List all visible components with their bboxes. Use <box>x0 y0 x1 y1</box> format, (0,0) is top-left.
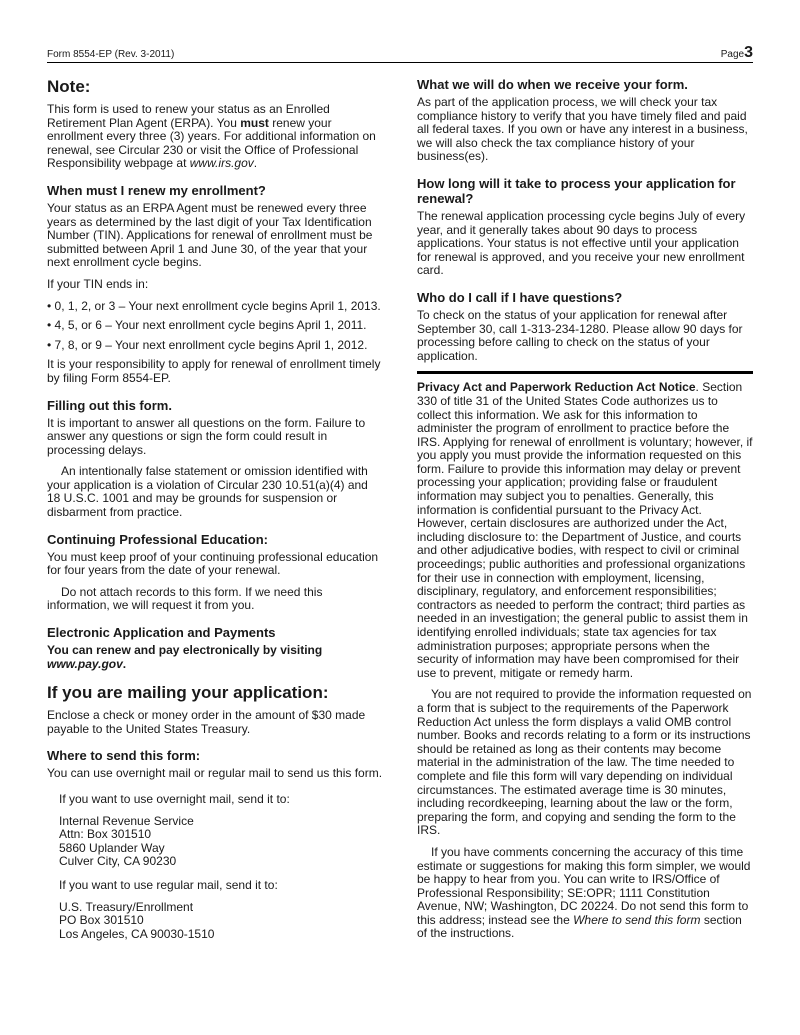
who-paragraph: To check on the status of your application for renewal after September 30, call 1-313-234-1280. Please allow 90 days for processing before calling to check on the status of your application. <box>417 307 743 363</box>
overnight-address <box>47 815 383 869</box>
address-line: Los Angeles, CA 90030-1510 <box>59 926 215 941</box>
pay-gov-link[interactable]: www.pay.gov <box>47 656 123 671</box>
when-paragraph-3: It is your responsibility to apply for renewal of enrollment timely by filing Form 8554-EP. <box>47 357 381 385</box>
privacy-paragraph-3 <box>417 846 753 941</box>
content-columns <box>47 77 753 951</box>
privacy-text-1: . Section 330 of title 31 of the United States Code authorizes us to collect this information. We ask for this information to administer the program of enrollment to practice before the IRS. Applying for renewal of enrollment is voluntary; however, if you apply you must provide the information requested on this form. Failure to provide this information may delay or prevent processing your application; providing false or fraudulent information may subject you to penalties. Generally, this information is confidential pursuant to the Privacy Act. However, certain disclosures are authorized under the Act, including disclosure to: the Department of Justice, and courts and other adjudicative bodies, with respect to civil or criminal proceedings; public authorities and professional organizations for their use in connection with employment, licensing, disciplinary, regulatory, and enforcement responsibilities; contractors as needed to perform the contract; third parties as needed in an investigation; the general public to assist them in identifying enrolled individuals; state tax agencies for tax administration purposes; appropriate persons when the security of information may have been compromised for their use to prevent, mitigate or remedy harm. <box>417 380 753 680</box>
page-number: 3 <box>744 44 753 61</box>
who-heading: Who do I call if I have questions? <box>417 289 623 305</box>
regular-intro: If you want to use regular mail, send it to: <box>59 877 278 892</box>
note-text-1: This form is used to renew your status as an Enrolled Retirement Plan Agent (ERPA). You <box>47 102 330 130</box>
right-column <box>417 77 753 951</box>
where-paragraph: You can use overnight mail or regular mail to send us this form. <box>47 766 383 781</box>
page-header <box>47 46 753 63</box>
page-label: Page <box>720 49 745 60</box>
regular-address <box>47 901 383 942</box>
privacy-paragraph-2: You are not required to provide the information requested on a form that is subject to the requirements of the Paperwork Reduction Act unless the form displays a valid OMB control number. Books and records relating to a form or its instructions should be retained as long as their contents may become material in the administration of the law. The time needed to complete and file this form will vary depending on individual circumstances. The estimated average time is 30 minutes, including recordkeeping, learning about the law or the form, preparing the form, and copying and sending the form to the IRS. <box>417 687 752 838</box>
privacy-paragraph-1 <box>417 381 753 680</box>
address-line: PO Box 301510 <box>59 913 144 928</box>
tin-cycle-list <box>47 300 383 353</box>
when-paragraph-2: If your TIN ends in: <box>47 276 149 291</box>
cpe-paragraph-1: You must keep proof of your continuing professional education for four years from the date of your renewal. <box>47 549 379 578</box>
note-heading: Note: <box>47 77 91 96</box>
where-to-send-reference: Where to send this form <box>573 912 701 927</box>
section-divider <box>417 371 753 374</box>
address-line: Culver City, CA 90230 <box>59 854 177 869</box>
where-heading: Where to send this form: <box>47 748 201 764</box>
list-item: • 0, 1, 2, or 3 – Your next enrollment cycle begins April 1, 2013. <box>47 298 381 313</box>
howlong-paragraph: The renewal application processing cycle begins July of every year, and it generally takes about 90 days to process applications. Your status is not effective until your application for renewal is approved, and you receive your new enrollment card. <box>417 208 746 278</box>
list-item: • 4, 5, or 6 – Your next enrollment cycle begins April 1, 2011. <box>47 318 367 333</box>
when-paragraph-1: Your status as an ERPA Agent must be renewed every three years as determined by the last digit of your Tax Identification Number (TIN). Applications for renewal of enrollment must be submitted between April 1 and June 30, of the year that your next enrollment cycle begins. <box>47 200 373 270</box>
note-text-end: . <box>253 156 258 171</box>
privacy-text-3: If you have comments concerning the accuracy of this time estimate or suggestions for making this form simpler, we would be happy to hear from you. You can write to IRS/Office of Professional Responsibility; SE:OPR; 1111 Constitution Avenue, NW; Washington, DC 20224. Do not send this form to this address; instead see the <box>417 844 751 927</box>
filling-paragraph-1: It is important to answer all questions on the form. Failure to answer any questions or sign the form could result in processing delays. <box>47 415 366 457</box>
note-paragraph <box>47 103 383 171</box>
privacy-text-3-end: section of the instructions. <box>417 912 742 941</box>
when-heading: When must I renew my enrollment? <box>47 182 266 198</box>
address-line: 5860 Uplander Way <box>59 840 165 855</box>
privacy-title: Privacy Act and Paperwork Reduction Act Notice <box>417 380 696 395</box>
what-paragraph: As part of the application process, we will check your tax compliance history to verify that you have timely filed and paid all federal taxes. If you own or have any interest in a business, we will also check the tax compliance history of your business(es). <box>417 95 748 164</box>
overnight-intro: If you want to use overnight mail, send it to: <box>59 792 290 806</box>
irs-url-link[interactable]: www.irs.gov <box>189 156 254 171</box>
what-heading: What we will do when we receive your form. <box>417 77 688 92</box>
eap-paragraph <box>47 644 383 671</box>
eap-heading: Electronic Application and Payments <box>47 625 276 641</box>
page-indicator <box>721 46 753 60</box>
mail-heading: If you are mailing your application: <box>47 683 329 703</box>
cpe-heading: Continuing Professional Education: <box>47 531 268 547</box>
address-line: Attn: Box 301510 <box>59 827 152 842</box>
address-line: Internal Revenue Service <box>59 813 194 828</box>
filling-paragraph-2: An intentionally false statement or omission identified with your application is a violation of Circular 230 10.51(a)(4) and 18 U.S.C. 1001 and may be grounds for suspension or disbarment from practice. <box>47 464 368 520</box>
address-line: U.S. Treasury/Enrollment <box>59 899 194 914</box>
form-id: Form 8554-EP (Rev. 3-2011) <box>47 49 175 60</box>
mail-paragraph: Enclose a check or money order in the amount of $30 made payable to the United States Treasury. <box>47 708 366 736</box>
cpe-paragraph-2: Do not attach records to this form. If we need this information, we will request it from you. <box>47 584 323 613</box>
note-must: must <box>240 115 269 130</box>
howlong-heading: How long will it take to process your application for renewal? <box>417 175 736 206</box>
eap-text-end: . <box>122 656 127 671</box>
note-text-2: renew your enrollment every three (3) years. For additional information on renewal, see Circular 230 or visit the Office of Professional Responsibility webpage at <box>47 115 376 171</box>
eap-text: You can renew and pay electronically by visiting <box>47 643 323 658</box>
filling-heading: Filling out this form. <box>47 397 172 413</box>
list-item: • 7, 8, or 9 – Your next enrollment cycle begins April 1, 2012. <box>47 337 368 352</box>
left-column <box>47 77 383 951</box>
